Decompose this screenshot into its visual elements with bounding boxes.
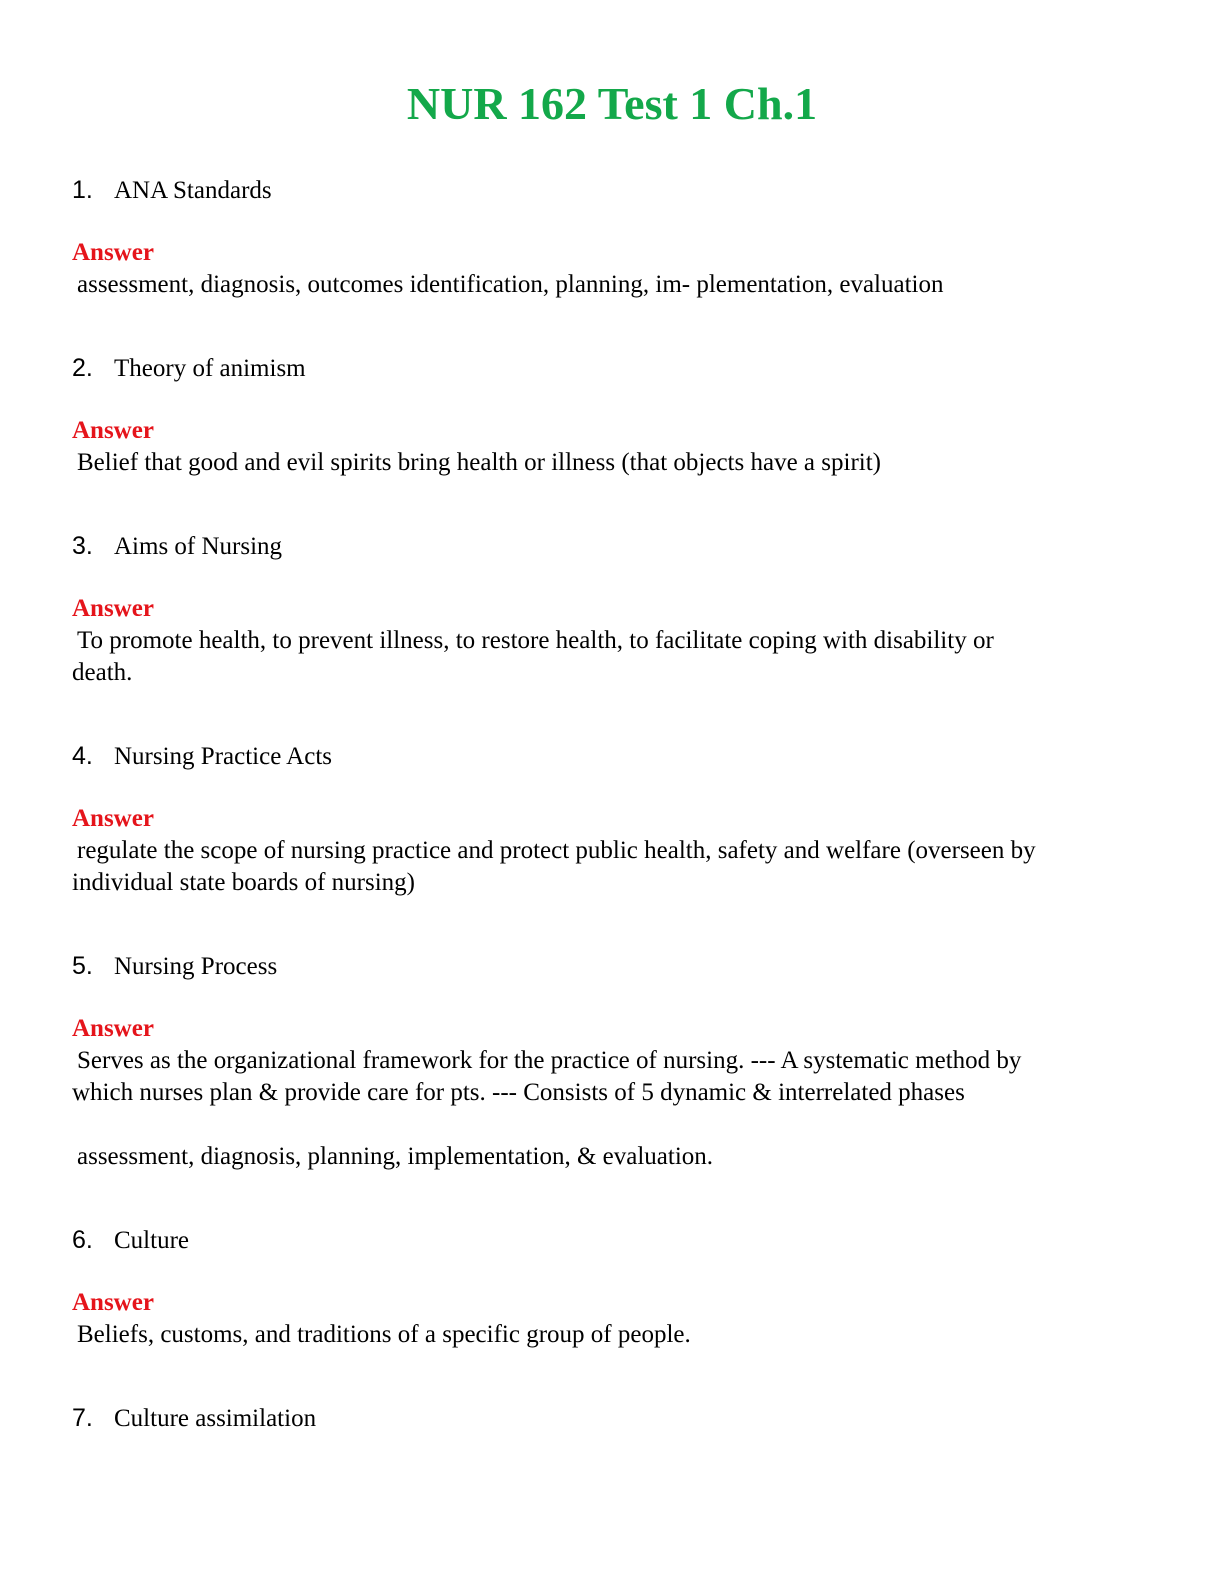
- answer-label: Answer: [72, 595, 154, 622]
- question-5: [72, 950, 277, 983]
- question-3: [72, 530, 282, 563]
- answer-text-5-extra: [72, 1141, 1152, 1173]
- question-1: [72, 174, 272, 207]
- question-number: 2.: [72, 354, 93, 382]
- question-term: Culture assimilation: [114, 1405, 317, 1432]
- answer-label: Answer: [72, 1015, 154, 1042]
- answer-line: regulate the scope of nursing practice and protect public health, safety and welfare (overseen by: [77, 837, 1036, 864]
- question-2: [72, 352, 306, 385]
- question-number: 3.: [72, 532, 93, 560]
- answer-text-2: [72, 447, 1152, 479]
- answer-line: death.: [72, 659, 133, 686]
- answer-text-4: [72, 835, 1152, 899]
- answer-text-1: [72, 269, 1152, 301]
- answer-line: assessment, diagnosis, planning, implementation, & evaluation.: [77, 1143, 714, 1170]
- answer-line: which nurses plan & provide care for pts. --- Consists of 5 dynamic & interrelated phases: [72, 1079, 965, 1106]
- question-number: 4.: [72, 742, 93, 770]
- question-7: [72, 1402, 316, 1435]
- answer-text-3: [72, 625, 1152, 689]
- answer-line: assessment, diagnosis, outcomes identification, planning, im- plementation, evaluation: [77, 271, 944, 298]
- answer-line: To promote health, to prevent illness, to restore health, to facilitate coping with disability or: [77, 627, 994, 654]
- answer-line: Belief that good and evil spirits bring health or illness (that objects have a spirit): [77, 449, 881, 476]
- answer-label: Answer: [72, 1289, 154, 1316]
- answer-label: Answer: [72, 239, 154, 266]
- question-number: 5.: [72, 952, 93, 980]
- answer-label: Answer: [72, 417, 154, 444]
- answer-line: individual state boards of nursing): [72, 869, 415, 896]
- answer-text-6: [72, 1319, 1152, 1351]
- answer-text-5: [72, 1045, 1152, 1109]
- question-term: Nursing Practice Acts: [114, 743, 333, 770]
- question-4: [72, 740, 332, 773]
- question-term: Theory of animism: [114, 355, 306, 382]
- question-6: [72, 1224, 189, 1257]
- question-number: 7.: [72, 1404, 93, 1432]
- question-term: ANA Standards: [114, 177, 272, 204]
- answer-line: Beliefs, customs, and traditions of a specific group of people.: [77, 1321, 691, 1348]
- question-term: Nursing Process: [114, 953, 278, 980]
- question-number: 6.: [72, 1226, 93, 1254]
- question-number: 1.: [72, 176, 93, 204]
- answer-line: Serves as the organizational framework for the practice of nursing. --- A systematic method by: [77, 1047, 1022, 1074]
- question-term: Aims of Nursing: [114, 533, 283, 560]
- page-title: NUR 162 Test 1 Ch.1: [406, 78, 818, 129]
- answer-label: Answer: [72, 805, 154, 832]
- question-term: Culture: [114, 1227, 189, 1254]
